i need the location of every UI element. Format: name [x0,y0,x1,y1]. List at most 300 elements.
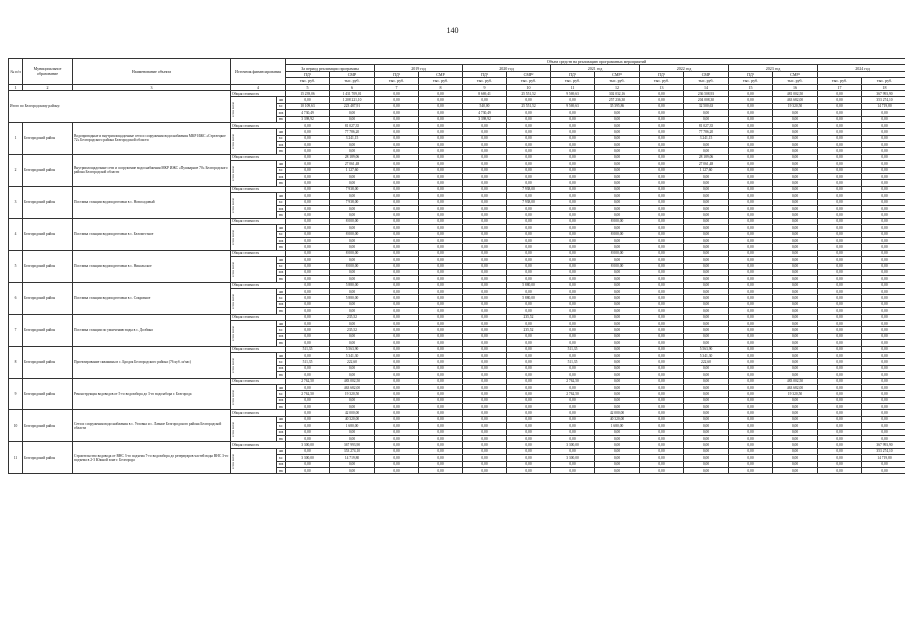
value-cell: 0,00 [507,122,551,128]
value-cell: 0,00 [419,237,463,243]
value-cell: 0,00 [862,135,905,141]
value-cell: 0,00 [330,340,375,346]
source-label: БС [277,423,286,429]
value-cell: 7 938,00 [330,186,375,192]
municipality-cell: Белгородский район [23,186,73,218]
value-cell: 540,00 [463,103,507,109]
value-cell: 0,00 [773,257,818,263]
value-cell: 0,00 [729,416,773,422]
value-cell: 0,00 [640,116,684,122]
column-number: 9 [463,84,507,90]
value-cell: 0,00 [773,282,818,288]
value-cell: 0,00 [595,199,640,205]
in-that-number-cell [231,97,277,123]
value-cell: 0,00 [463,365,507,371]
value-cell: 15 239,06 [286,90,330,96]
value-cell: 0,00 [286,250,330,256]
value-cell: 2 762,50 [286,391,330,397]
value-cell: 0,00 [862,154,905,160]
value-cell: 0,00 [818,461,862,467]
value-cell: 0,00 [684,282,729,288]
value-cell: 0,00 [375,116,419,122]
value-cell: 0,00 [818,90,862,96]
value-cell: 0,00 [375,97,419,103]
in-that-number-cell [231,384,277,410]
value-cell: 0,00 [330,436,375,442]
value-cell: 0,00 [773,308,818,314]
value-cell: 0,00 [818,212,862,218]
value-cell: 0,00 [463,199,507,205]
value-cell: 0,00 [729,429,773,435]
unit-header: тыс. руб. [330,78,375,84]
value-cell: 0,00 [862,116,905,122]
value-cell: 481 002,50 [773,90,818,96]
value-cell: 0,00 [862,397,905,403]
source-label: МБ [277,333,286,339]
value-cell: 0,00 [551,327,595,333]
value-cell: 0,00 [286,295,330,301]
column-number: 4 [231,84,286,90]
value-cell: 0,00 [551,237,595,243]
value-cell: 0,00 [862,257,905,263]
in-that-number-cell [231,321,277,347]
value-cell: 0,00 [729,372,773,378]
value-cell: 0,00 [419,340,463,346]
value-cell: 0,00 [818,225,862,231]
value-cell: 0,00 [595,186,640,192]
value-cell: 2 762,50 [286,378,330,384]
value-cell: 222,60 [684,359,729,365]
value-cell: 8 000,00 [330,218,375,224]
smr-header: СМР² [507,71,551,77]
value-cell: 0,00 [463,346,507,352]
value-cell: 0,00 [818,122,862,128]
value-cell: 0,00 [729,231,773,237]
value-cell: 0,00 [684,455,729,461]
value-cell: 0,00 [286,244,330,250]
value-cell: 0,00 [729,205,773,211]
source-label: Общая стоимость [231,218,286,224]
value-cell: 1 127,60 [330,167,375,173]
value-cell: 367 993,90 [862,90,905,96]
value-cell: 0,00 [595,174,640,180]
value-cell: 0,00 [286,97,330,103]
municipality-cell: Белгородский район [23,282,73,314]
value-cell: 0,00 [862,225,905,231]
value-cell: 0,00 [375,340,419,346]
value-cell: 353 274,10 [862,97,905,103]
value-cell: 0,00 [862,295,905,301]
value-cell: 0,00 [818,161,862,167]
value-cell: 223 487,91 [330,103,375,109]
value-cell: 0,00 [419,461,463,467]
pd-header: ПД¹ [286,71,330,77]
value-cell: 0,00 [463,263,507,269]
value-cell: 0,00 [640,455,684,461]
value-cell: 0,00 [640,174,684,180]
value-cell: 3 398,92 [463,116,507,122]
value-cell: 0,00 [729,314,773,320]
object-name-cell: Реконструкция водоводов от 5-го водозабора до 3-го водозабора г. Белгорода [73,378,231,410]
value-cell: 0,00 [818,391,862,397]
value-cell: 0,00 [375,90,419,96]
value-cell: 0,00 [375,186,419,192]
value-cell: 0,00 [862,244,905,250]
value-cell: 0,00 [330,237,375,243]
value-cell: 0,00 [729,308,773,314]
value-cell: 0,00 [375,314,419,320]
value-cell: 0,00 [862,269,905,275]
value-cell: 0,00 [773,321,818,327]
source-label: ВБ [277,436,286,442]
value-cell: 81 027,35 [330,122,375,128]
object-name-cell: Внутриплощадочные сети и сооружение водоснабжения МКР ИЖС «Пушкарное 70» Белгородского района Белгородской области [73,154,231,186]
value-cell: 0,00 [330,301,375,307]
value-cell: 0,00 [773,423,818,429]
value-cell: 0,00 [773,276,818,282]
value-cell: 0,00 [684,372,729,378]
value-cell: 0,00 [862,237,905,243]
row-number: 6 [9,282,23,314]
value-cell: 0,00 [862,129,905,135]
value-cell: 0,00 [595,129,640,135]
source-label: Общая стоимость [231,122,286,128]
value-cell: 0,00 [286,352,330,358]
value-cell: 0,00 [463,384,507,390]
value-cell: 0,00 [640,154,684,160]
volume-header: Объем средств на реализацию программных мероприятий [286,59,905,65]
value-cell: 0,00 [862,423,905,429]
value-cell: 0,00 [419,397,463,403]
value-cell: 0,00 [507,244,551,250]
value-cell: 0,00 [419,442,463,448]
value-cell: 0,00 [640,276,684,282]
value-cell: 0,00 [463,282,507,288]
value-cell: 0,00 [507,404,551,410]
value-cell: 0,00 [551,436,595,442]
value-cell: 0,00 [773,461,818,467]
value-cell: 0,00 [818,263,862,269]
value-cell: 0,00 [862,346,905,352]
object-name-cell: Строительство водовода от ВНС 3-го подъема 7-го водозабора до резервуаров частей воды ВНС 3-го подъема в 2-3 Южной зоне г. Белгорода [73,442,231,474]
row-number: 10 [9,410,23,442]
value-cell: 0,00 [684,468,729,474]
value-cell: 40 320,00 [595,416,640,422]
value-cell: 0,00 [463,429,507,435]
in-that-number-label: в том числе [231,421,235,437]
source-label: Общая стоимость [231,378,286,384]
value-cell: 0,00 [640,90,684,96]
value-cell: 0,00 [286,397,330,403]
value-cell: 7 938,00 [507,186,551,192]
value-cell: 483 002,50 [330,378,375,384]
value-cell: 0,00 [419,384,463,390]
value-cell: 0,00 [286,257,330,263]
value-cell: 0,00 [463,174,507,180]
value-cell: 0,00 [330,276,375,282]
municipality-cell: Белгородский район [23,442,73,474]
value-cell: 235,52 [507,327,551,333]
value-cell: 0,00 [419,263,463,269]
value-cell: 0,00 [419,193,463,199]
value-cell: 353 274,10 [862,448,905,454]
value-cell: 0,00 [375,352,419,358]
smr-header: СМР² [773,71,818,77]
value-cell: 0,00 [463,97,507,103]
value-cell: 0,00 [684,186,729,192]
value-cell: 0,00 [595,436,640,442]
column-number: 16 [773,84,818,90]
value-cell: 204 008,30 [684,97,729,103]
value-cell: 0,00 [463,461,507,467]
row-number: 4 [9,218,23,250]
value-cell: 0,00 [551,110,595,116]
value-cell: 0,00 [330,333,375,339]
unit-header: тыс. руб. [684,78,729,84]
value-cell: 0,00 [551,448,595,454]
value-cell: 0,00 [419,423,463,429]
value-cell: 0,00 [773,186,818,192]
value-cell: 0,00 [330,110,375,116]
value-cell: 0,00 [862,359,905,365]
value-cell: 0,00 [862,301,905,307]
value-cell: 0,00 [773,205,818,211]
value-cell: 0,00 [773,193,818,199]
value-cell: 0,00 [773,161,818,167]
value-cell: 0,00 [286,225,330,231]
value-cell: 0,00 [862,180,905,186]
value-cell: 0,00 [375,436,419,442]
value-cell: 0,00 [551,263,595,269]
pd-header: ПД¹ [640,71,684,77]
value-cell: 0,00 [551,468,595,474]
value-cell: 0,00 [463,321,507,327]
value-cell: 0,00 [507,276,551,282]
value-cell: 0,00 [375,397,419,403]
value-cell: 0,00 [463,448,507,454]
source-label: Общая стоимость [231,282,286,288]
value-cell: 367 993,90 [330,442,375,448]
value-cell: 0,00 [595,301,640,307]
value-cell: 0,00 [375,346,419,352]
value-cell: 0,00 [684,397,729,403]
source-label: МБ [277,461,286,467]
value-cell: 0,00 [684,289,729,295]
value-cell: 0,00 [684,263,729,269]
value-cell: 0,00 [729,333,773,339]
value-cell: 0,00 [375,225,419,231]
value-cell: 3 300,00 [286,455,330,461]
value-cell: 0,00 [818,372,862,378]
value-cell: 0,00 [818,436,862,442]
value-cell: 0,00 [330,142,375,148]
value-cell: 0,00 [551,416,595,422]
value-cell: 0,00 [463,442,507,448]
value-cell: 0,00 [684,378,729,384]
value-cell: 0,00 [419,225,463,231]
value-cell: 0,00 [286,314,330,320]
smr-header: СМР [684,71,729,77]
value-cell: 0,00 [640,295,684,301]
value-cell: 0,00 [419,352,463,358]
value-cell: 0,00 [551,269,595,275]
object-name-cell: Сети и сооружения водоснабжения в с. Угловка и с. Лавное Белгородского района Белгородской области [73,410,231,442]
value-cell: 9 569,63 [551,90,595,96]
value-cell: 0,00 [862,231,905,237]
value-cell: 0,00 [773,212,818,218]
value-cell: 0,00 [640,372,684,378]
value-cell: 8 000,00 [330,231,375,237]
value-cell: 0,00 [463,244,507,250]
value-cell: 0,00 [286,365,330,371]
value-cell: 0,00 [729,346,773,352]
source-label: ВБ [277,244,286,250]
value-cell: 0,00 [684,148,729,154]
year-header: 2024 год [818,65,905,71]
value-cell: 0,00 [419,276,463,282]
value-cell: 0,00 [375,205,419,211]
value-cell: 0,00 [595,429,640,435]
value-cell: 0,00 [375,180,419,186]
unit-header: тыс. руб. [419,78,463,84]
source-label: БС [277,231,286,237]
value-cell: 0,00 [507,359,551,365]
value-cell: 0,00 [286,154,330,160]
value-cell: 40 320,00 [330,416,375,422]
value-cell: 3 300,00 [551,455,595,461]
value-cell: 0,00 [375,103,419,109]
value-cell: 8 000,00 [595,263,640,269]
value-cell: 0,00 [551,333,595,339]
value-cell: 0,00 [463,129,507,135]
value-cell: 1 208 221,10 [330,97,375,103]
year-header: 2021 год [551,65,640,71]
value-cell: 0,00 [551,129,595,135]
source-label: Общая стоимость [231,442,286,448]
value-cell: 0,00 [640,321,684,327]
value-cell: 0,00 [640,269,684,275]
value-cell: 0,00 [419,90,463,96]
value-cell: 0,00 [595,314,640,320]
value-cell: 0,00 [818,276,862,282]
value-cell: 0,00 [773,244,818,250]
value-cell: 0,00 [286,404,330,410]
value-cell: 0,00 [640,378,684,384]
value-cell: 0,00 [419,116,463,122]
value-cell: 0,00 [773,231,818,237]
value-cell: 0,00 [862,372,905,378]
value-cell: 0,00 [419,122,463,128]
value-cell: 0,00 [419,410,463,416]
in-that-number-label: в том числе [231,389,235,405]
value-cell: 0,00 [375,333,419,339]
value-cell: 0,00 [818,327,862,333]
value-cell: 0,00 [640,359,684,365]
value-cell: 0,00 [729,110,773,116]
value-cell: 0,00 [375,231,419,237]
value-cell: 0,00 [375,359,419,365]
in-that-number-label: в том числе [231,166,235,181]
value-cell: 0,00 [463,372,507,378]
source-label: ФБ [277,448,286,454]
value-cell: 0,00 [862,410,905,416]
value-cell: 0,00 [375,148,419,154]
value-cell: 0,00 [463,154,507,160]
value-cell: 0,00 [463,295,507,301]
value-cell: 0,00 [463,250,507,256]
value-cell: 0,00 [818,352,862,358]
unit-header: тыс. руб. [862,78,905,84]
value-cell: 0,00 [507,110,551,116]
source-label: ВБ [277,404,286,410]
unit-header: тыс. руб. [375,78,419,84]
value-cell: 0,00 [729,327,773,333]
value-cell: 0,00 [818,116,862,122]
unit-header: тыс. руб. [507,78,551,84]
source-label: Общая стоимость [231,154,286,160]
value-cell: 0,00 [595,110,640,116]
value-cell: 5 880,00 [330,295,375,301]
source-label: БС [277,295,286,301]
value-cell: 0,00 [818,269,862,275]
column-number: 14 [684,84,729,90]
value-cell: 7 938,00 [330,199,375,205]
value-cell: 0,00 [551,231,595,237]
value-cell: 0,00 [463,276,507,282]
value-cell: 0,00 [640,205,684,211]
value-cell: 0,00 [419,346,463,352]
value-cell: 0,00 [419,244,463,250]
value-cell: 0,00 [862,461,905,467]
value-cell: 0,00 [375,167,419,173]
value-cell: 5 341,30 [684,352,729,358]
value-cell: 0,00 [375,257,419,263]
value-cell: 0,00 [818,282,862,288]
pd-header: ПД¹ [375,71,419,77]
source-label: ВБ [277,468,286,474]
value-cell: 0,00 [286,218,330,224]
value-cell: 0,00 [375,410,419,416]
value-cell: 0,00 [330,468,375,474]
value-cell: 0,00 [551,372,595,378]
value-cell: 0,00 [862,276,905,282]
value-cell: 0,00 [507,269,551,275]
value-cell: 0,00 [463,269,507,275]
pd-header: ПД¹ [463,71,507,77]
value-cell: 0,00 [773,263,818,269]
value-cell: 0,00 [286,410,330,416]
value-cell: 0,00 [419,468,463,474]
value-cell: 0,00 [375,448,419,454]
in-that-number-cell [231,161,277,187]
value-cell: 257 236,30 [595,97,640,103]
value-cell: 0,00 [507,455,551,461]
value-cell: 0,00 [729,455,773,461]
object-name-cell: Поставка станции водоподготовки в с. Сокровное [73,282,231,314]
value-cell: 0,00 [507,384,551,390]
value-cell: 0,00 [419,301,463,307]
value-cell: 0,00 [729,404,773,410]
value-cell: 0,00 [818,442,862,448]
source-label: МБ [277,205,286,211]
value-cell: 0,00 [419,199,463,205]
value-cell: 0,00 [862,199,905,205]
value-cell: 0,00 [818,340,862,346]
value-cell: 0,00 [463,327,507,333]
value-cell: 0,00 [419,404,463,410]
value-cell: 0,00 [507,429,551,435]
value-cell: 0,00 [507,116,551,122]
